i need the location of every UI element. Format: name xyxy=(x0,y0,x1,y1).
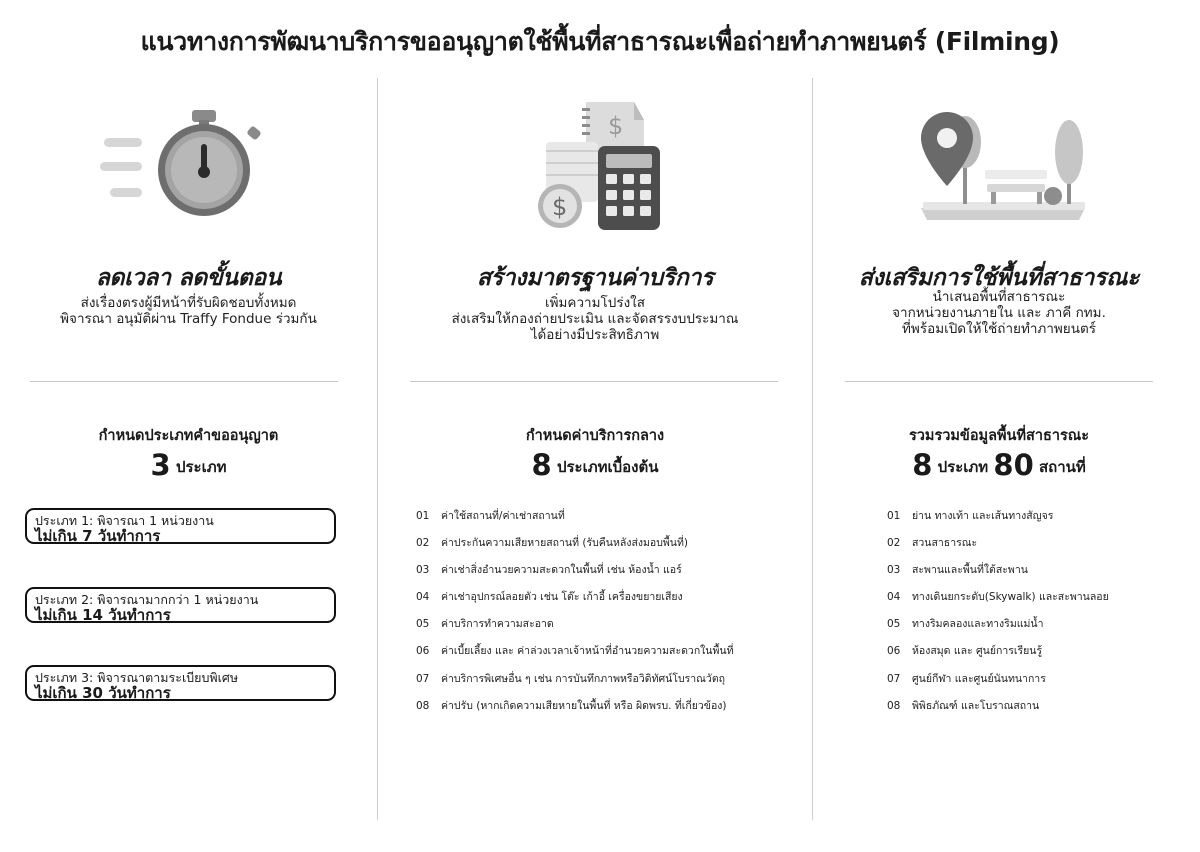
list-item: 02 สวนสาธารณะ xyxy=(887,537,978,550)
list-item: 04 ค่าเช่าอุปกรณ์ลอยตัว เช่น โต๊ะ เก้าอี้ เครื่องขยายเสียง xyxy=(416,591,683,604)
column-description: เพิ่มความโปร่งใส ส่งเสริมให้กองถ่ายประเมิน และจัดสรรงบประมาณ ได้อย่างมีประสิทธิภาพ xyxy=(451,295,739,343)
section-subheading: กำหนดค่าบริการกลาง xyxy=(525,428,665,444)
list-item: 03 สะพานและพื้นที่ใต้สะพาน xyxy=(887,564,1028,577)
fee-list xyxy=(416,509,734,726)
section-divider xyxy=(410,381,778,382)
list-item: 01 ย่าน ทางเท้า และเส้นทางสัญจร xyxy=(887,510,1054,522)
page-title: แนวทางการพัฒนาบริการขออนุญาตใช้พื้นที่สาธารณะเพื่อถ่ายทำภาพยนตร์ (Filming) xyxy=(140,27,1060,56)
list-item: 08 ค่าปรับ (หากเกิดความเสียหายในพื้นที่ หรือ ผิดพรบ. ที่เกี่ยวข้อง) xyxy=(416,699,727,712)
column-heading: ส่งเสริมการใช้พื้นที่สาธารณะ xyxy=(858,265,1140,291)
type-box: ประเภท 3: พิจารณาตามระเบียบพิเศษ ไม่เกิน 30 วันทำการ xyxy=(25,665,336,701)
list-item: 06 ค่าเบี้ยเลี้ยง และ ค่าล่วงเวลาเจ้าหน้าที่อำนวยความสะดวกในพื้นที่ xyxy=(416,645,734,658)
list-item: 08 พิพิธภัณฑ์ และโบราณสถาน xyxy=(887,699,1040,712)
list-item: 04 ทางเดินยกระดับ(Skywalk) และสะพานลอย xyxy=(887,591,1109,604)
section-count: 8 ประเภทเบื้องต้น xyxy=(531,448,659,482)
svg-text:$: $ xyxy=(552,193,568,221)
type-box: ประเภท 2: พิจารณามากกว่า 1 หน่วยงาน ไม่เกิน 14 วันทำการ xyxy=(25,587,336,623)
list-item: 06 ห้องสมุด และ ศูนย์การเรียนรู้ xyxy=(887,645,1043,658)
column-description: ส่งเรื่องตรงผู้มีหน้าที่รับผิดชอบทั้งหมด พิจารณา อนุมัติผ่าน Traffy Fondue ร่วมกัน xyxy=(60,295,317,327)
section-divider xyxy=(845,381,1153,382)
space-list xyxy=(887,509,1109,726)
money-calculator-icon xyxy=(538,98,668,230)
type-box: ประเภท 1: พิจารณา 1 หน่วยงาน ไม่เกิน 7 วันทำการ xyxy=(25,508,336,544)
section-subheading: รวมรวมข้อมูลพื้นที่สาธารณะ xyxy=(908,428,1090,444)
section-subheading: กำหนดประเภทคำขออนุญาต xyxy=(98,428,279,444)
list-item: 01 ค่าใช้สถานที่/ค่าเช่าสถานที่ xyxy=(416,510,565,522)
section-count: 8 ประเภท 80 สถานที่ xyxy=(912,448,1086,482)
list-item: 02 ค่าประกันความเสียหายสถานที่ (รับคืนหลังส่งมอบพื้นที่) xyxy=(416,537,688,550)
list-item: 05 ทางริมคลองและทางริมแม่น้ำ xyxy=(887,618,1044,631)
column-description: นำเสนอพื้นที่สาธารณะ จากหน่วยงานภายใน และ ภาคี กทม. ที่พร้อมเปิดให้ใช้ถ่ายทำภาพยนตร์ xyxy=(892,289,1106,337)
list-item: 07 ศูนย์กีฬา และศูนย์นันทนาการ xyxy=(887,672,1046,685)
stopwatch-icon xyxy=(100,108,270,220)
section-count: 3 ประเภท xyxy=(150,448,227,482)
column-heading: ลดเวลา ลดขั้นตอน xyxy=(95,265,282,291)
list-item: 03 ค่าเช่าสิ่งอำนวยความสะดวกในพื้นที่ เช่น ห้องน้ำ แอร์ xyxy=(416,564,682,577)
list-item: 07 ค่าบริการพิเศษอื่น ๆ เช่น การบันทึกภาพหรือวิดิทัศน์โบราณวัตถุ xyxy=(416,672,725,685)
list-item: 05 ค่าบริการทำความสะอาด xyxy=(416,618,554,631)
column-heading: สร้างมาตรฐานค่าบริการ xyxy=(476,265,714,291)
location-park-icon xyxy=(913,108,1093,228)
svg-text:$: $ xyxy=(608,112,624,140)
section-divider xyxy=(30,381,338,382)
